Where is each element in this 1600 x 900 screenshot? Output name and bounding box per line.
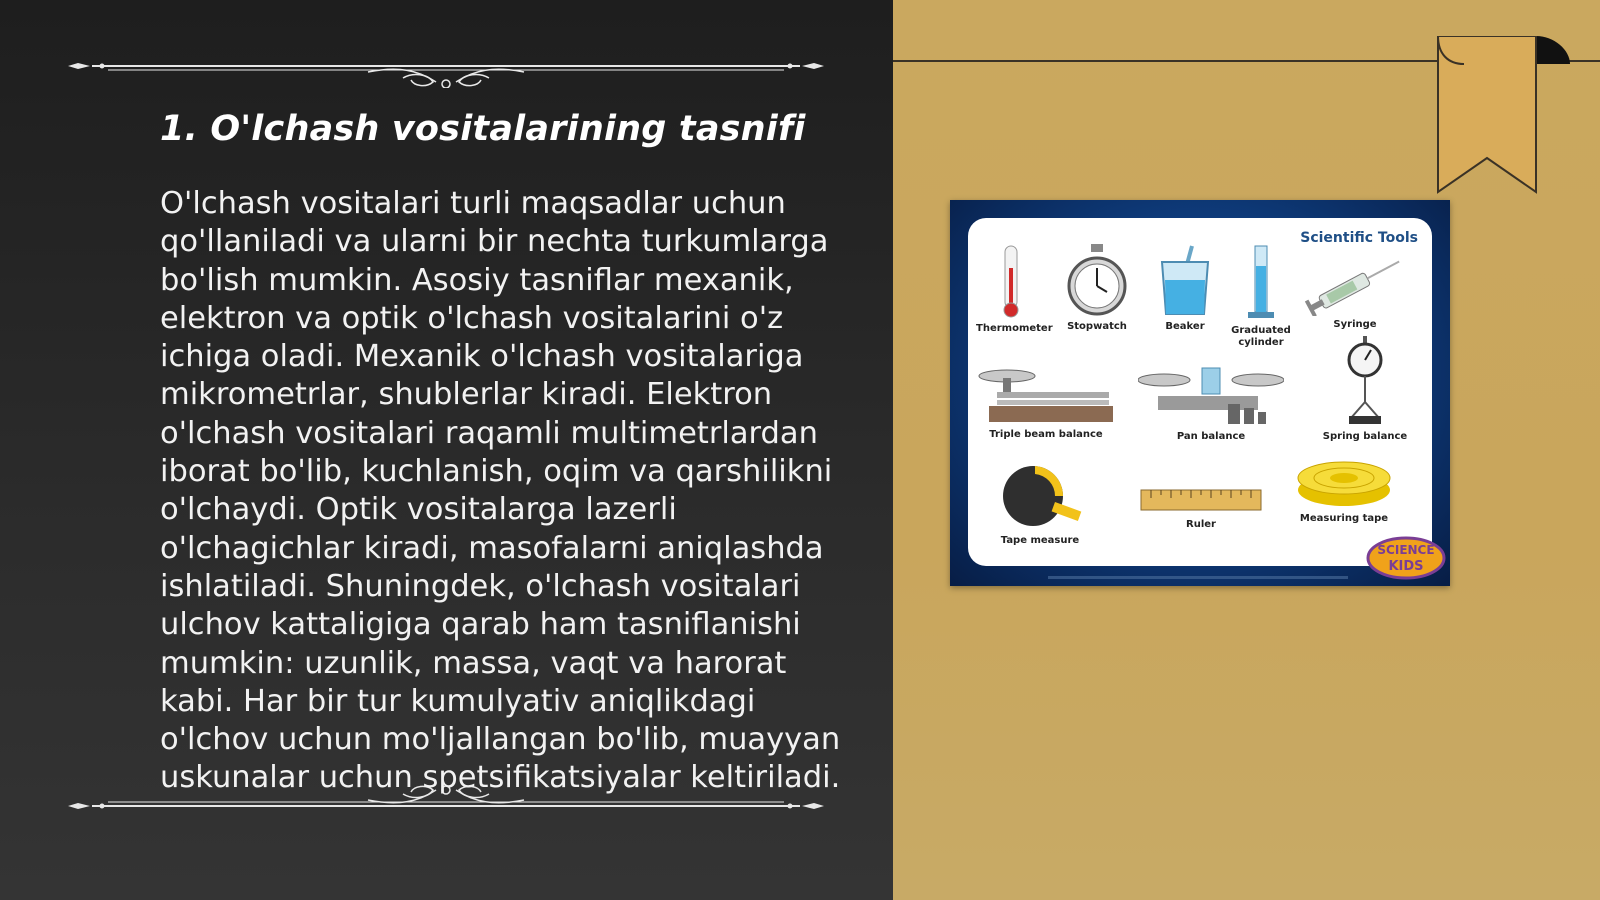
tool-label: Stopwatch	[1067, 321, 1127, 332]
tool-label: Tape measure	[1000, 535, 1080, 546]
tool-graduated-cylinder	[1230, 244, 1292, 349]
tool-label: Beaker	[1165, 321, 1205, 332]
tool-label: Graduated cylinder	[1231, 325, 1291, 348]
triple-beam-balance-icon	[977, 368, 1115, 426]
stopwatch-icon	[1065, 244, 1129, 318]
ruler-icon	[1139, 486, 1263, 516]
tool-label: Spring balance	[1322, 431, 1408, 442]
tool-syringe	[1300, 254, 1410, 331]
poster-title: Scientific Tools	[1300, 230, 1418, 246]
bookmark-ribbon-icon	[1436, 36, 1570, 196]
ornament-divider-top	[68, 48, 824, 88]
science-kids-logo	[1362, 530, 1446, 582]
tool-label: Thermometer	[976, 323, 1053, 334]
thermometer-icon	[999, 244, 1023, 320]
tool-label: Triple beam balance	[989, 429, 1103, 440]
tool-label: Pan balance	[1176, 431, 1246, 442]
tool-beaker	[1154, 244, 1216, 333]
scientific-tools-poster	[950, 200, 1450, 586]
poster-footer-note	[1048, 576, 1348, 579]
tool-label: Syringe	[1333, 319, 1377, 330]
measuring-tape-icon	[1295, 456, 1393, 510]
tool-stopwatch	[1062, 244, 1132, 333]
svg-text:KIDS: KIDS	[1388, 559, 1424, 574]
tape-measure-icon	[995, 462, 1085, 532]
slide-body-text: O'lchash vositalari turli maqsadlar uchun qo'llaniladi va ularni bir nechta turkumlarga bo'lish mumkin. Asosiy tasniflar mexanik, elektron va optik o'lchash vositalarini o'z ichiga oladi. Mexanik o'lchash vositalariga mikrometrlar, shublerlar kiradi. Elektron o'lchash vositalari raqamli multimetrlardan iborat bo'lib, kuchlanish, oqim va qarshilikni o'lchaydi. Optik vositalarga lazerli o'lchagichlar kiradi, masofalarni aniqlashda ishlatiladi. Shuningdek, o'lchash vositalari ulchov kattaligiga qarab ham tasniflanishi mumkin: uzunlik, massa, vaqt va harorat kabi. Har bir tur kumulyativ aniqlikdagi o'lchov uchun mo'ljallangan bo'lib, muayyan uskunalar uchun spetsifikatsiyalar keltiriladi.	[160, 186, 841, 796]
tool-thermometer	[976, 244, 1053, 335]
tool-measuring-tape	[1294, 456, 1394, 525]
poster-card	[968, 218, 1435, 566]
svg-text:SCIENCE: SCIENCE	[1377, 543, 1435, 557]
pan-balance-icon	[1138, 366, 1284, 428]
tool-tape-measure	[988, 462, 1092, 547]
spring-balance-icon	[1345, 336, 1385, 428]
beaker-icon	[1158, 244, 1212, 318]
graduated-cylinder-icon	[1246, 244, 1276, 322]
tool-label: Measuring tape	[1299, 513, 1389, 524]
tool-ruler	[1138, 486, 1264, 531]
tool-pan-balance	[1136, 366, 1286, 443]
tool-spring-balance	[1320, 336, 1410, 443]
tool-label: Ruler	[1186, 519, 1216, 530]
slide-title: 1. O'lchash vositalarining tasnifi	[160, 109, 806, 149]
tool-triple-beam-balance	[976, 368, 1116, 441]
syringe-icon	[1303, 254, 1407, 316]
